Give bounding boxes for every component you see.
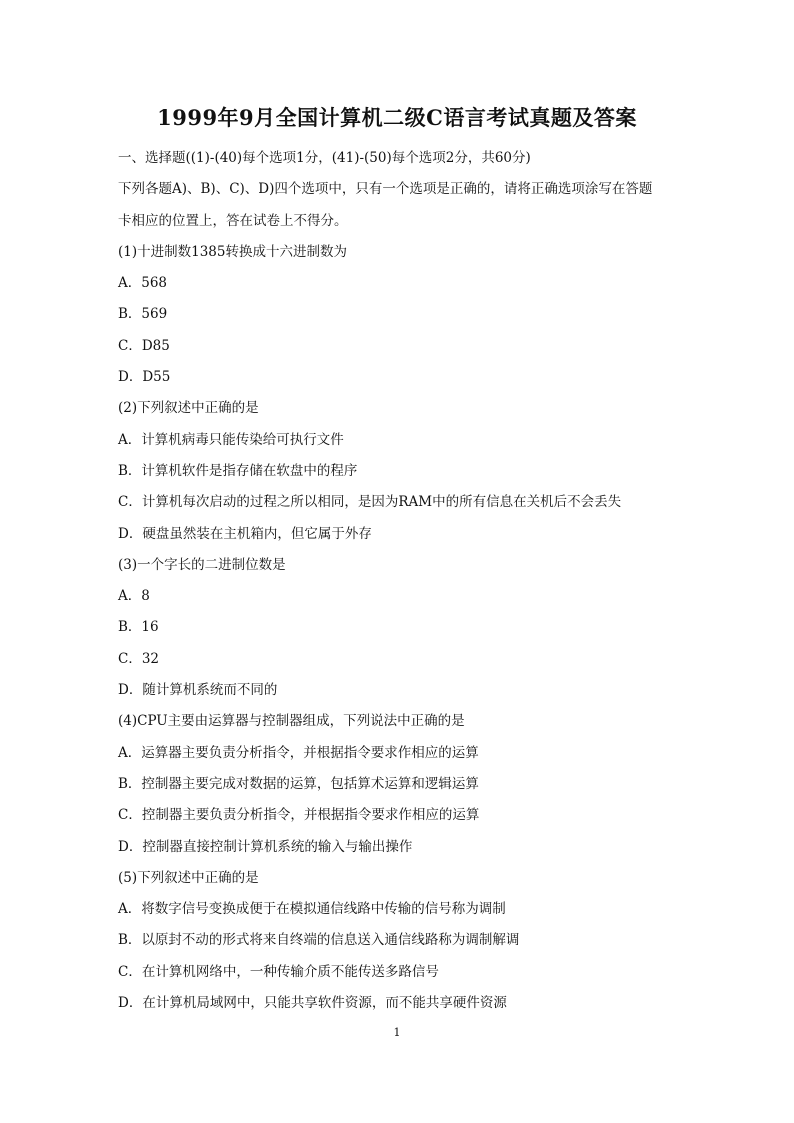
option-c: C．在计算机网络中，一种传输介质不能传送多路信号	[118, 963, 439, 980]
option-a: A．568	[118, 275, 168, 292]
instruction-line: 下列各题A)、B)、C)、D)四个选项中，只有一个选项是正确的，请将正确选项涂写在答题	[118, 181, 653, 198]
option-b: B．569	[118, 306, 168, 323]
option-a: A．将数字信号变换成便于在模拟通信线路中传输的信号称为调制	[118, 901, 506, 918]
option-c: C．控制器主要负责分析指令，并根据指令要求作相应的运算	[118, 807, 480, 824]
option-d: D．硬盘虽然装在主机箱内，但它属于外存	[118, 525, 372, 542]
question-2: (2)下列叙述中正确的是	[118, 400, 259, 417]
option-d: D．控制器直接控制计算机系统的输入与输出操作	[118, 838, 413, 855]
option-c: C．32	[118, 650, 160, 667]
question-5: (5)下列叙述中正确的是	[118, 869, 259, 886]
document-body	[118, 143, 678, 1019]
option-b: B．控制器主要完成对数据的运算，包括算术运算和逻辑运算	[118, 775, 479, 792]
page-number: 1	[393, 1026, 401, 1039]
document-title: 1999年9月全国计算机二级C语言考试真题及答案	[157, 105, 637, 130]
option-c: C．D85	[118, 337, 170, 354]
instruction-line: 卡相应的位置上，答在试卷上不得分。	[118, 212, 348, 229]
option-b: B．16	[118, 619, 159, 636]
question-1: (1)十进制数1385转换成十六进制数为	[118, 243, 347, 260]
option-a: A．运算器主要负责分析指令，并根据指令要求作相应的运算	[118, 744, 479, 761]
option-d: D．在计算机局域网中，只能共享软件资源，而不能共享硬件资源	[118, 995, 507, 1012]
option-c: C．计算机每次启动的过程之所以相同，是因为RAM中的所有信息在关机后不会丢失	[118, 494, 622, 511]
option-b: B．以原封不动的形式将来自终端的信息送入通信线路称为调制解调	[118, 932, 520, 949]
option-d: D．D55	[118, 369, 171, 386]
question-4: (4)CPU主要由运算器与控制器组成，下列说法中正确的是	[118, 713, 465, 730]
option-b: B．计算机软件是指存储在软盘中的程序	[118, 462, 358, 479]
section-heading: 一、选择题((1)-(40)每个选项1分，(41)-(50)每个选项2分，共60分)	[118, 150, 531, 166]
option-d: D．随计算机系统而不同的	[118, 682, 278, 699]
option-a: A．计算机病毒只能传染给可执行文件	[118, 431, 344, 448]
option-a: A．8	[118, 588, 150, 605]
question-3: (3)一个字长的二进制位数是	[118, 556, 286, 573]
